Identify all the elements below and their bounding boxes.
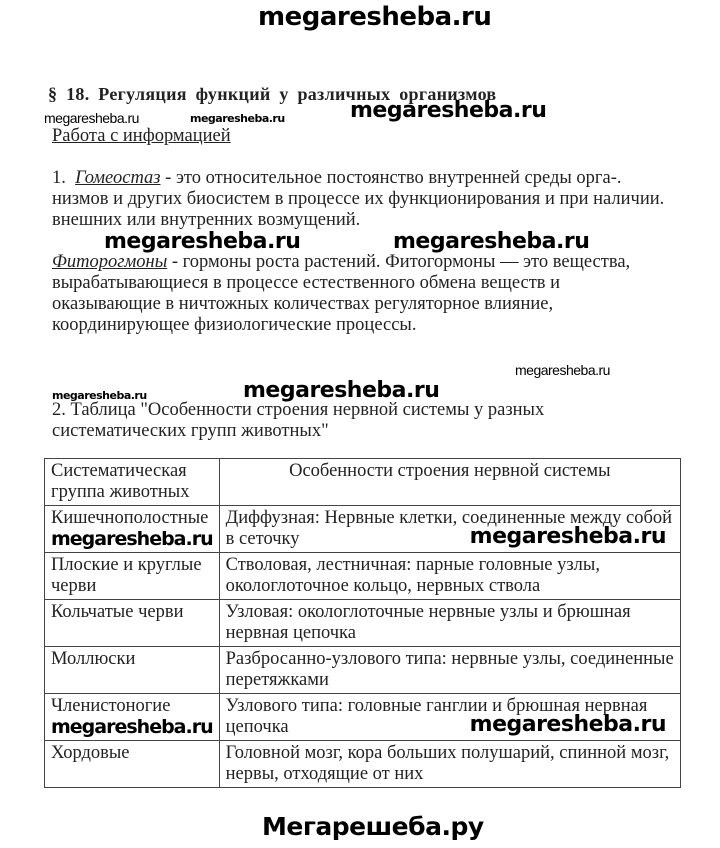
task1-line6: оказывающие в ничтожных количествах регуляторное влияние, xyxy=(52,294,554,314)
subtitle: Работа с информацией xyxy=(52,126,231,146)
feature-cell: Разбросанно-узлового типа: нервные узлы, соединенные перетяжками xyxy=(219,647,680,694)
group-cell: Хордовые xyxy=(45,741,220,788)
group-cell: Плоские и круглые черви xyxy=(45,553,220,600)
table-header-row xyxy=(45,459,681,506)
footer-watermark: Мегарешеба.ру xyxy=(262,812,484,841)
task1-line1 xyxy=(52,168,622,189)
term-phytohormones: Фиторогмоны xyxy=(52,252,168,272)
feature-cell xyxy=(219,694,680,741)
watermark: megaresheba.ru xyxy=(51,716,213,738)
task1-line2: низмов и других биосистем в процессе их функционирования и при наличии. xyxy=(52,189,665,209)
watermark: megaresheba.ru xyxy=(243,378,440,403)
task2-line2: систематических групп животных" xyxy=(52,421,329,441)
text: - это относительное постоянство внутренней среды орга-. xyxy=(160,168,622,188)
task1-line5: вырабатывающиеся в процессе естественного обмена веществ и xyxy=(52,273,561,293)
feature-cell: Узловая: окологлоточные нервные узлы и брюшная нервная цепочка xyxy=(219,600,680,647)
text: - гормоны роста растений. Фитогормоны — это вещества, xyxy=(167,252,631,272)
task1-line7: координирующее физиологические процессы. xyxy=(52,315,417,335)
watermark: megaresheba.ru xyxy=(190,112,285,125)
table-row xyxy=(45,506,681,553)
group-name: Членистоногие xyxy=(51,696,171,716)
feature-text: Узлового типа: головные ганглии и брюшная нервная цепочка xyxy=(225,696,648,737)
task1-line4 xyxy=(52,252,630,273)
watermark: megaresheba.ru xyxy=(51,528,213,550)
watermark: megaresheba.ru xyxy=(104,229,301,254)
column-header: Особенности строения нервной системы xyxy=(219,459,680,506)
group-cell xyxy=(45,506,220,553)
watermark: megaresheba.ru xyxy=(350,98,547,123)
header-watermark: megaresheba.ru xyxy=(258,2,492,32)
nervous-system-table xyxy=(44,458,681,788)
table-row xyxy=(45,647,681,694)
term-homeostasis: Гомеостаз xyxy=(75,168,161,188)
group-cell xyxy=(45,694,220,741)
group-cell: Кольчатые черви xyxy=(45,600,220,647)
table-row xyxy=(45,553,681,600)
watermark: megaresheba.ru xyxy=(469,524,666,549)
group-name: Кишечнополостные xyxy=(51,508,209,528)
watermark: megaresheba.ru xyxy=(393,229,590,254)
group-cell: Моллюски xyxy=(45,647,220,694)
table-row xyxy=(45,600,681,647)
watermark: megaresheba.ru xyxy=(515,362,610,378)
section-title: § 18. Регуляция функций у различных организмов xyxy=(48,84,497,104)
feature-text: Диффузная: Нервные клетки, соединенные между собой в сеточку xyxy=(225,508,673,549)
watermark: megaresheba.ru xyxy=(44,110,139,126)
watermark: megaresheba.ru xyxy=(52,389,147,402)
feature-cell xyxy=(219,506,680,553)
watermark: megaresheba.ru xyxy=(469,712,666,737)
task2-line1: 2. Таблица "Особенности строения нервной системы у разных xyxy=(52,400,545,420)
task-number: 1. xyxy=(52,168,66,188)
task1-line3: внешних или внутренних возмущений. xyxy=(52,210,361,230)
table-row xyxy=(45,741,681,788)
feature-cell: Стволовая, лестничная: парные головные узлы, окологлоточное кольцо, нервных ствола xyxy=(219,553,680,600)
column-header: Систематическая группа животных xyxy=(45,459,220,506)
feature-cell: Головной мозг, кора больших полушарий, спинной мозг, нервы, отходящие от них xyxy=(219,741,680,788)
table-row xyxy=(45,694,681,741)
